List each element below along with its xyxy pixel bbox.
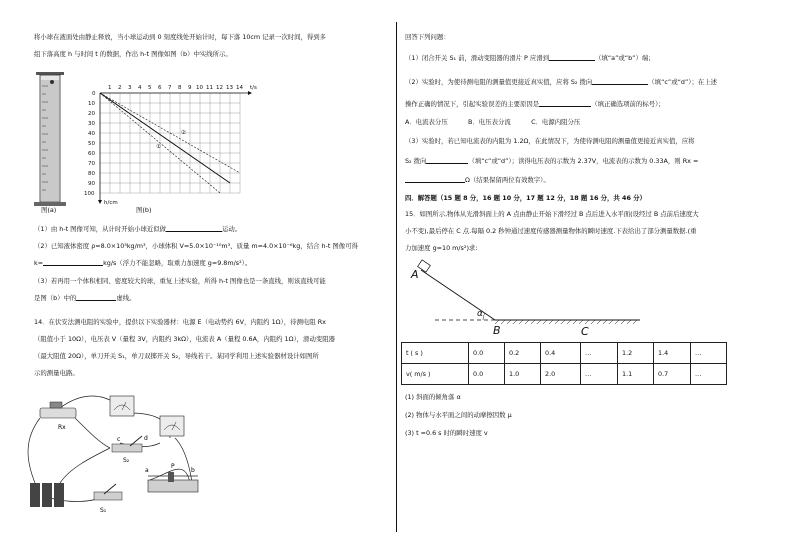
h-tick: 80 [88, 171, 95, 177]
q2-line-2 [34, 259, 251, 267]
q14-line-2: （阻值小于 10Ω），电压表 V（量程 3V，内阻约 3kΩ），电流表 A（量程 0.6A，内阻约 1Ω），滑动变阻器 [34, 335, 336, 343]
t-tick: 12 [216, 85, 223, 91]
table-cell: … [691, 364, 727, 385]
s2-label: S₂ [123, 457, 130, 464]
h-tick: 30 [88, 121, 95, 127]
table-cell: 0.0 [469, 343, 505, 364]
column-divider [396, 22, 397, 532]
table-row [402, 364, 727, 385]
r1-tail: （填“a”或“b”）端； [595, 54, 655, 62]
q1-text: （1）由 h-t 图像可知，从计时开始小球近似做 [34, 225, 167, 233]
figure-a-caption: 图(a) [41, 206, 57, 214]
t-tick: 13 [226, 85, 233, 91]
h-tick: 70 [88, 161, 95, 167]
r2-line-1 [405, 78, 717, 86]
t-tick: 10 [196, 85, 203, 91]
line-marker-1: ① [156, 144, 161, 150]
t-tick: 11 [206, 85, 213, 91]
point-b-label: B [493, 324, 501, 337]
q1-blank[interactable] [166, 225, 222, 232]
q14-line-1: 14．在伏安法测电阻的实验中，提供以下实验器材：电源 E（电动势约 6V，内阻约 1Ω），待测电阻 Rx [34, 318, 326, 326]
r3-line-3 [405, 176, 550, 184]
q15-line-2: 小不变),最后停在 C 点.每隔 0.2 秒钟通过速度传感器测量物体的瞬时速度.下表给出了部分测量数据.(重 [405, 227, 697, 235]
table-row [402, 343, 727, 364]
h-tick: 50 [88, 141, 95, 147]
table-cell: 2.0 [541, 364, 581, 385]
h-tick: 60 [88, 151, 95, 157]
table-cell: 1.0 [505, 364, 541, 385]
r3-head: S₂ 拨向 [405, 157, 427, 165]
line-marker-2: ② [181, 130, 186, 136]
t-tick: 2 [118, 85, 122, 91]
rheostat-b-label: b [191, 467, 195, 474]
r3-blank-1[interactable] [426, 157, 468, 164]
q1-tail: 运动。 [222, 225, 242, 233]
intro-line-2: 组下落高度 h 与时间 t 的数据，作出 h-t 图像如图（b）中实线所示。 [34, 50, 232, 58]
r3-blank-2[interactable] [405, 176, 465, 183]
incline-figure [405, 258, 665, 338]
r2-tail: （填“c”或“d”）；在上述 [648, 78, 718, 86]
measurement-table [401, 342, 727, 385]
r-intro: 回答下列问题： [405, 33, 450, 41]
table-cell: … [691, 343, 727, 364]
section-4-heading: 四．解答题（15 题 8 分，16 题 10 分，17 题 12 分，18 题 16 分，共 46 分） [405, 194, 646, 202]
t-tick: 1 [108, 85, 112, 91]
r1-text: （1）闭合开关 S₁ 前，滑动变阻器的滑片 P 应滑到 [405, 54, 550, 62]
r2-text: （2）实验时，为使待测电阻的测量值更接近真实值，应将 S₂ 拨向 [405, 78, 593, 86]
h-tick: 10 [88, 101, 95, 107]
q2-k-label: k= [34, 259, 44, 267]
q15-line-1: 15．如图所示,物体从光滑斜面上的 A 点由静止开始下滑经过 B 点后进入水平面(设经过 B 点前后速度大 [405, 210, 699, 218]
circuit-figure [20, 388, 210, 520]
t-axis-label: t/s [250, 85, 257, 91]
r1-line [405, 54, 655, 62]
r2-l2-tail: （填正确选项前的标号）； [591, 100, 665, 108]
s2-d-label: d [144, 435, 148, 442]
q14-line-3: （最大阻值 20Ω），单刀开关 S₁，单刀双掷开关 S₂，导线若干。某同学利用上述实验器材设计如图所 [34, 352, 319, 360]
r3-line-1: （3）实验时，若已知电流表的内阻为 1.2Ω，在此情况下，为使待测电阻的测量值更接近真实值，应将 [405, 137, 695, 145]
figure-a-cylinder [30, 68, 70, 218]
t-tick: 8 [178, 85, 182, 91]
h-tick: 40 [88, 131, 95, 137]
intro-line-1: 将小球在液面处由静止释放，当小球运动到 0 刻度线处开始计时，每下落 10cm 记录一次时间，得到多 [34, 33, 327, 41]
r2-options: A．电流表分压 B．电压表分流 C．电源内阻分压 [405, 118, 581, 126]
r2-blank-1[interactable] [592, 78, 648, 85]
q14-line-4: 示的测量电路。 [34, 369, 79, 377]
t-tick: 6 [158, 85, 162, 91]
point-a-label: A [411, 268, 419, 281]
t-tick: 7 [168, 85, 172, 91]
q3-line-2 [34, 294, 136, 302]
s1-label: S₁ [100, 507, 107, 514]
figure-b-graph [80, 78, 260, 218]
q3-head: 是图（b）中的 [34, 294, 77, 302]
table-cell: … [581, 364, 618, 385]
t-tick: 4 [138, 85, 142, 91]
table-cell: 1.1 [618, 364, 654, 385]
rx-label: Rx [58, 424, 66, 431]
point-c-label: C [581, 325, 589, 338]
r1-blank[interactable] [549, 54, 595, 61]
q15-line-3: 力加速度 g=10 m/s²)求: [405, 244, 478, 252]
table-cell: 0.0 [469, 364, 505, 385]
r2-l2-text: 操作正确的情况下，引起实验误差的主要原因是 [405, 100, 540, 108]
ask-3: (3) t =0.6 s 时的瞬时速度 v [405, 429, 488, 437]
q2-tail: kg/s（浮力不能忽略，取重力加速度 g=9.8m/s²）。 [103, 259, 252, 267]
rheostat-a-label: a [145, 467, 149, 474]
ask-1: (1) 斜面的倾角落 α [405, 393, 461, 401]
q1-line [34, 225, 241, 233]
h-tick: 100 [84, 191, 95, 197]
q2-blank[interactable] [43, 259, 103, 266]
table-cell: v( m/s ) [402, 364, 469, 385]
r3-line-2 [405, 157, 698, 165]
table-cell: 0.2 [505, 343, 541, 364]
t-tick: 3 [128, 85, 132, 91]
r3-tail: Ω（结果保留两位有效数字）。 [465, 176, 550, 184]
q2-line-1: （2）已知液体密度 ρ=8.0×10³kg/m³，小球体积 V=5.0×10⁻¹⁰m³、质量 m=4.0×10⁻⁶kg，结合 h-t 图像可得 [34, 242, 358, 250]
t-tick: 14 [236, 85, 243, 91]
h-tick: 0 [92, 91, 96, 97]
table-cell: 0.7 [654, 364, 691, 385]
rheostat-p-label: P [171, 463, 175, 470]
h-tick: 20 [88, 111, 95, 117]
t-tick: 9 [188, 85, 192, 91]
q3-blank[interactable] [76, 294, 116, 301]
angle-alpha-label: α [477, 309, 483, 319]
table-cell: 1.4 [654, 343, 691, 364]
figure-b-caption: 图(b) [136, 206, 152, 214]
q3-line-1: （3）若再用一个体积相同、密度较大的球，重复上述实验，所得 h-t 图像也是一条直线，则该直线可能 [34, 277, 326, 285]
table-cell: … [581, 343, 618, 364]
h-axis-label: h/cm [104, 200, 118, 206]
t-tick: 5 [148, 85, 152, 91]
table-cell: t ( s ) [402, 343, 469, 364]
ask-2: (2) 物体与水平面之间的动摩擦因数 μ [405, 411, 512, 419]
r2-line-2 [405, 100, 665, 108]
r3-mid: （填“c”或“d”）；读得电压表的示数为 2.37V，电流表的示数为 0.33A，则 Rx = [468, 157, 699, 165]
h-tick: 90 [88, 181, 95, 187]
table-cell: 0.4 [541, 343, 581, 364]
q3-tail: 虚线。 [116, 294, 136, 302]
r2-blank-2[interactable] [539, 100, 591, 107]
s2-c-label: c [117, 436, 121, 443]
table-cell: 1.2 [618, 343, 654, 364]
